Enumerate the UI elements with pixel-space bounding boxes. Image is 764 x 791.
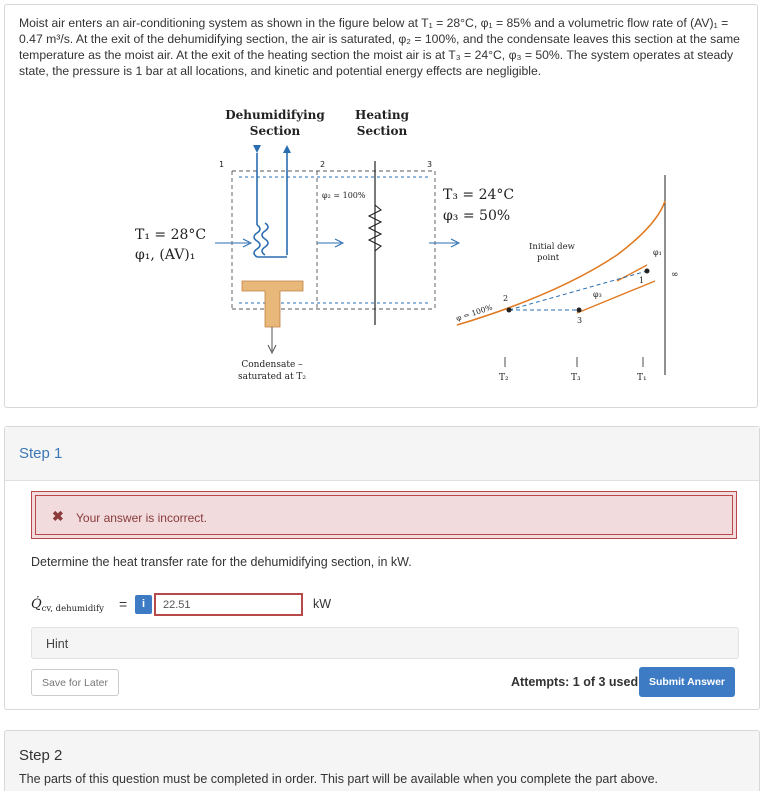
submit-answer-button[interactable]: Submit Answer <box>639 667 735 697</box>
hint-label: Hint <box>46 637 69 651</box>
x-icon: ✖ <box>52 508 64 524</box>
chart-phi1-label: φ₁ <box>653 248 662 257</box>
axis-t1-label: T₁ <box>637 373 647 383</box>
answer-row <box>31 593 431 617</box>
equation-symbol: Q̇ <box>31 597 42 612</box>
psychrometric-sketch <box>454 175 665 375</box>
state-2-label: 2 <box>320 160 326 169</box>
saturation-label: φ = 100% <box>454 302 494 323</box>
chart-point-3: 3 <box>577 316 583 325</box>
axis-t2-label: T₂ <box>499 373 509 383</box>
inlet-temperature: T₁ = 28°C <box>135 227 207 243</box>
cooling-coil <box>254 153 287 257</box>
condensate-label-1: Condensate – <box>241 360 303 370</box>
point-3-marker <box>577 308 582 313</box>
chart-phi3-label: φ₃ <box>593 290 602 299</box>
dew-label-2: point <box>537 253 560 263</box>
chart-point-2: 2 <box>503 294 509 303</box>
hint-toggle[interactable] <box>31 627 739 659</box>
error-alert-inner <box>35 495 733 535</box>
step2-title: Step 2 <box>19 747 63 764</box>
inlet-humidity: φ₁, (AV)₁ <box>135 247 196 263</box>
error-alert <box>31 491 737 539</box>
step2-message: The parts of this question must be completed in order. This part will be available when you complete the part above. <box>19 772 659 786</box>
equation-label <box>31 597 104 614</box>
step1-header[interactable] <box>5 427 759 481</box>
attempts-counter: Attempts: 1 of 3 used <box>511 675 639 689</box>
flow-arrows <box>215 239 459 247</box>
error-message: Your answer is incorrect. <box>76 511 207 525</box>
point-1-marker <box>645 269 650 274</box>
problem-statement: Moist air enters an air-conditioning system as shown in the figure below at T₁ = 28°C, φ₁ = 85% and a volumetric flow rate of (AV)₁ = 0.47 m³/s. At the exit of the dehumidifying section, the air is saturated, φ₂ = 100%, and the condensate leaves this section at the same temperature as the moist air. At the exit of the heating section the moist air is at T₃ = 24°C, φ₃ = 50%. The system operates at steady state, the pressure is 1 bar at all locations, and kinetic and potential energy effects are negligible. <box>19 16 740 78</box>
equation-subscript: cv, dehumidify <box>41 604 104 614</box>
axis-t3-label: T₃ <box>571 373 581 383</box>
outlet-temperature: T₃ = 24°C <box>443 187 515 203</box>
step1-card <box>4 426 760 710</box>
heating-label-2: Section <box>356 124 408 138</box>
coil-in-arrow-icon <box>253 145 261 153</box>
condensate-label-2: saturated at T₂ <box>237 372 307 382</box>
coil-out-arrow-icon <box>283 145 291 153</box>
dehumidifying-label-1: Dehumidifying <box>225 108 325 122</box>
chart-point-1: 1 <box>639 276 645 285</box>
condensate-tray <box>242 281 303 327</box>
dew-label-1: Initial dew <box>529 242 575 252</box>
dehumidifying-label-2: Section <box>249 124 301 138</box>
chart-infinity-label: ∞ <box>671 270 679 280</box>
outlet-humidity: φ₃ = 50% <box>443 208 511 224</box>
question-text: Determine the heat transfer rate for the dehumidifying section, in kW. <box>31 555 412 569</box>
answer-input[interactable] <box>154 593 303 616</box>
step1-title[interactable]: Step 1 <box>19 445 63 462</box>
unit-label: kW <box>313 597 332 611</box>
phi2-label: φ₂ = 100% <box>322 191 366 200</box>
step2-card <box>4 730 760 791</box>
state-3-label: 3 <box>427 160 433 169</box>
state-1-label: 1 <box>219 160 225 169</box>
equals-sign: = <box>119 596 128 612</box>
info-icon[interactable]: i <box>135 595 152 614</box>
problem-figure <box>117 105 697 405</box>
point-2-marker <box>507 308 512 313</box>
heating-label-1: Heating <box>355 108 409 122</box>
air-conditioning-diagram <box>117 105 697 405</box>
phi3-curve <box>577 281 655 313</box>
save-for-later-button[interactable]: Save for Later <box>31 669 119 696</box>
problem-card <box>4 4 758 408</box>
